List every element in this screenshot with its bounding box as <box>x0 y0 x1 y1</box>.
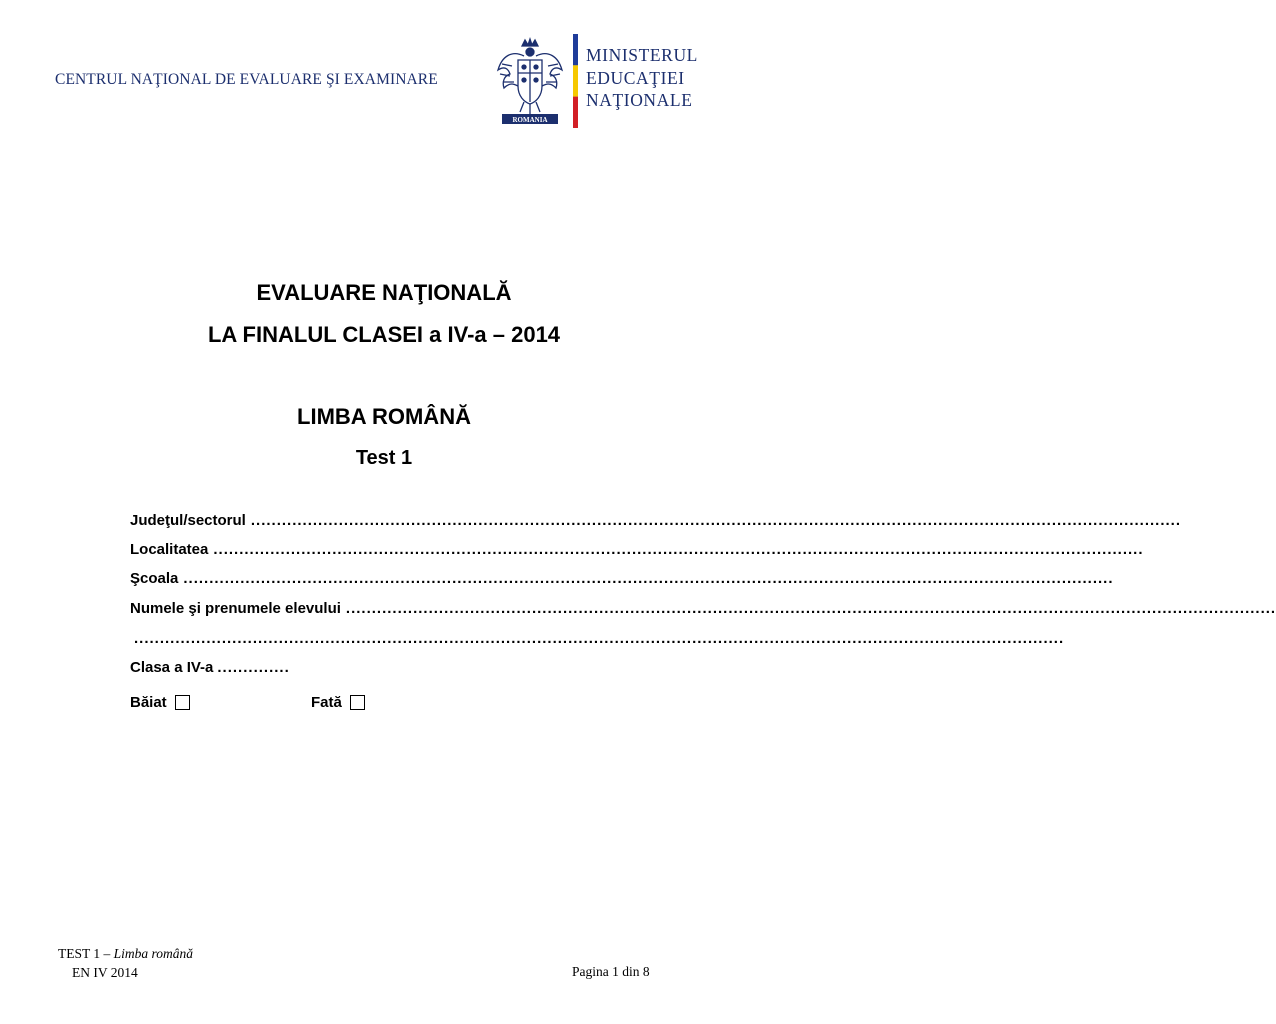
ministry-line-1: MINISTERUL <box>586 45 698 65</box>
girl-option[interactable] <box>311 694 365 711</box>
county-field[interactable] <box>130 512 1182 534</box>
student-name-label: Numele şi prenumele elevului <box>130 600 341 617</box>
class-dots[interactable]: .............. <box>217 659 290 676</box>
exam-title: EVALUARE NAŢIONALĂ <box>256 280 512 305</box>
school-field[interactable] <box>130 570 1114 592</box>
girl-label: Fată <box>311 694 342 711</box>
locality-dots[interactable]: .................................................................................................................................................................................... <box>213 541 1144 558</box>
exam-subtitle: LA FINALUL CLASEI a IV-a – 2014 <box>207 322 561 347</box>
footer-exam-code: EN IV 2014 <box>72 965 138 980</box>
coat-of-arms-icon <box>494 36 566 128</box>
school-label: Şcoala <box>130 570 179 587</box>
student-name-dots[interactable]: .................................................................................................................................................................................... <box>345 600 1276 617</box>
footer-test-name <box>58 946 193 962</box>
school-dots[interactable]: .................................................................................................................................................................................... <box>183 570 1114 587</box>
tricolor-flag-bar <box>573 34 578 128</box>
student-name-continuation-field[interactable] <box>134 630 1065 652</box>
footer-test-subject: Limba română <box>113 946 194 961</box>
crest-label: ROMANIA <box>512 116 548 124</box>
center-name: CENTRUL NAŢIONAL DE EVALUARE ŞI EXAMINARE <box>55 71 438 88</box>
county-label: Judeţul/sectorul <box>130 512 246 529</box>
girl-checkbox[interactable] <box>350 695 365 710</box>
class-field[interactable] <box>130 659 290 676</box>
ministry-line-2: EDUCAŢIEI <box>586 67 685 88</box>
boy-checkbox[interactable] <box>175 695 190 710</box>
footer-test-prefix: TEST 1 – <box>58 946 114 961</box>
locality-label: Localitatea <box>130 541 209 558</box>
subject-title: LIMBA ROMÂNĂ <box>297 404 471 429</box>
locality-field[interactable] <box>130 541 1144 563</box>
boy-label: Băiat <box>130 694 167 711</box>
ministry-line-3: NAŢIONALE <box>586 90 693 110</box>
student-name-continuation-dots[interactable]: .................................................................................................................................................................................... <box>134 630 1065 647</box>
boy-option[interactable] <box>130 694 190 711</box>
test-number: Test 1 <box>355 447 413 469</box>
county-dots[interactable]: .................................................................................................................................................................................... <box>250 512 1182 529</box>
student-name-field[interactable] <box>130 600 1276 622</box>
class-label: Clasa a IV-a <box>130 659 214 676</box>
page-number: Pagina 1 din 8 <box>572 964 650 979</box>
ministry-name <box>586 44 698 112</box>
